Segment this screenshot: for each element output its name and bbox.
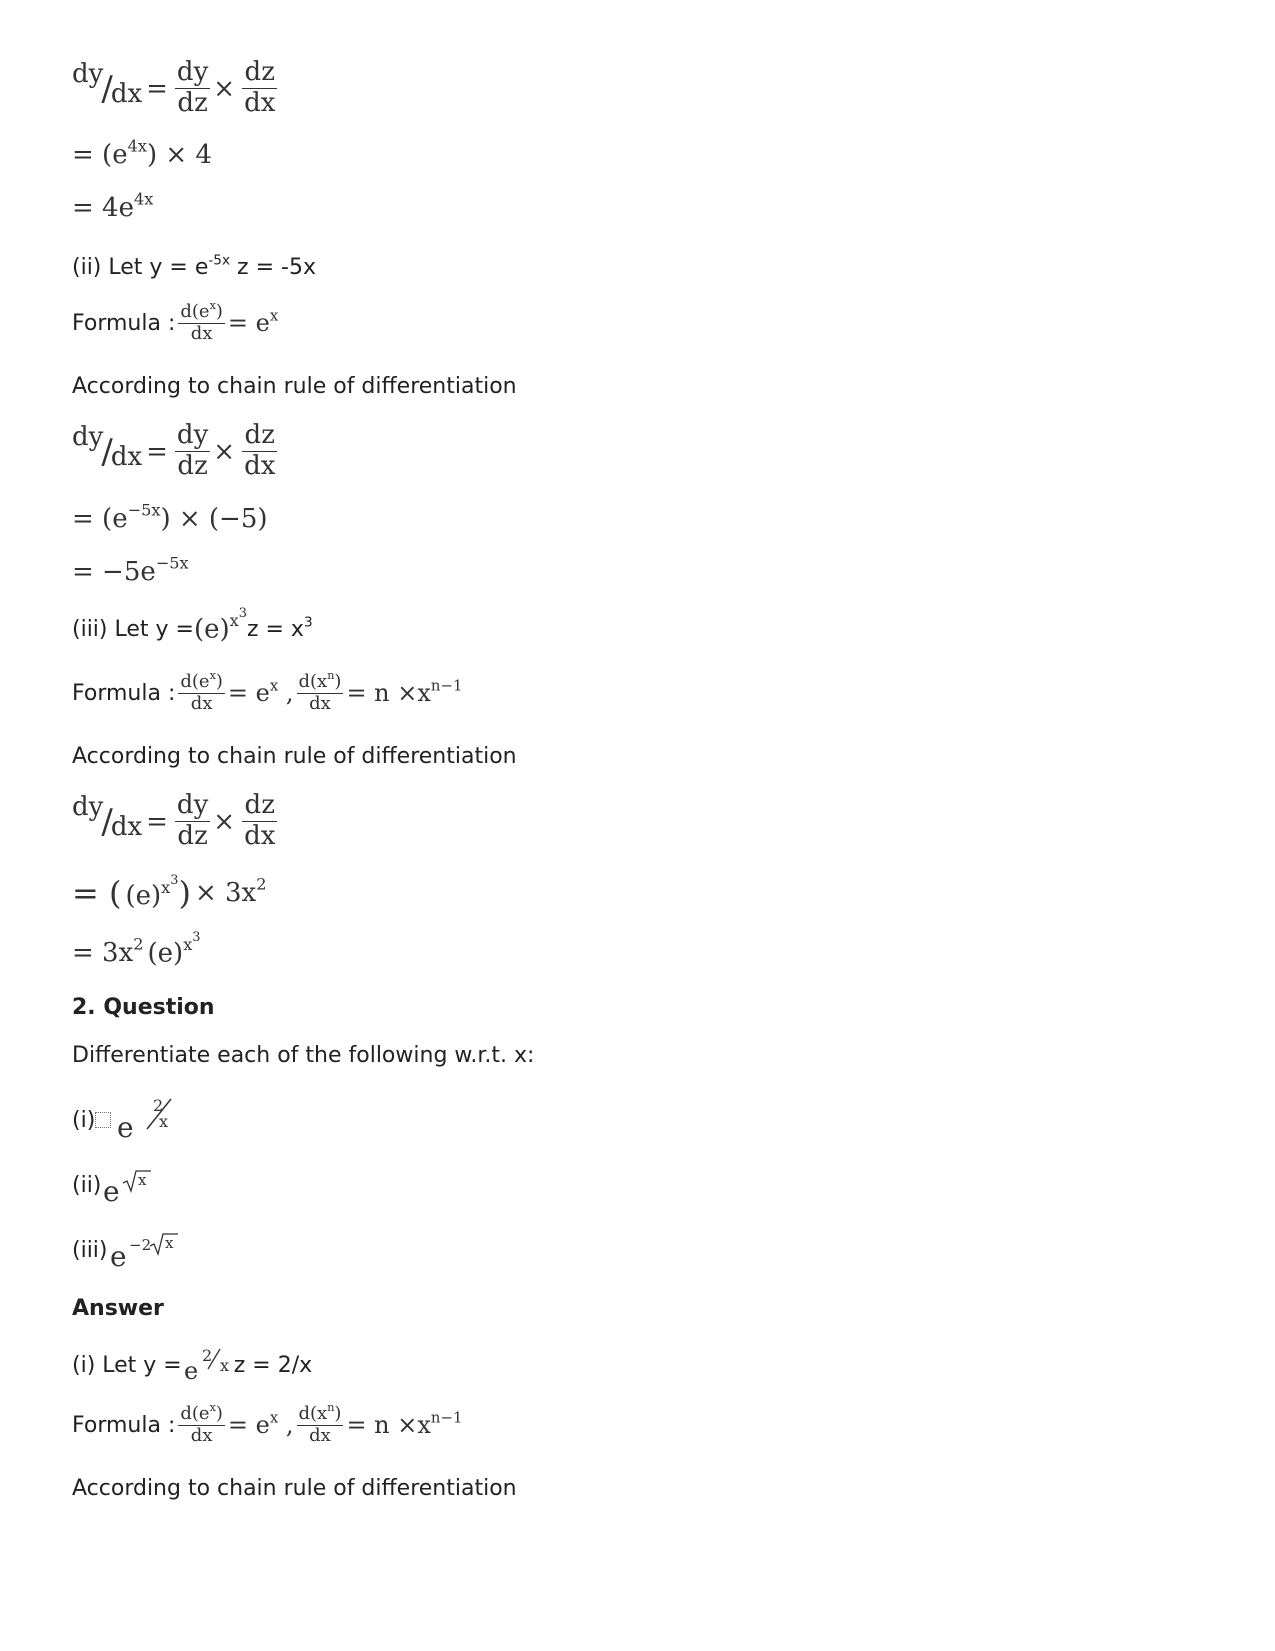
dy-dz-fraction [175, 421, 210, 482]
let-text: z = 2/x [233, 1352, 313, 1378]
chain-rule-equation-3: dy / dx = $\frac{dy}{dz}$ × $\frac{dz}{dx}$ [72, 790, 276, 852]
part-iii-chain-text: According to chain rule of differentiation [72, 744, 517, 769]
exponent: n [327, 1401, 335, 1415]
dz-dx-fraction [242, 58, 277, 119]
svg-text:2: 2 [201, 1346, 212, 1365]
svg-text:x: x [138, 1171, 147, 1189]
let-text: (ii) Let y = e [72, 255, 209, 280]
fraction-numerator: d(x [298, 671, 328, 692]
exponent: x [209, 1401, 216, 1415]
dy-dz-fraction [175, 791, 210, 852]
fraction-denominator: dx [309, 1425, 331, 1447]
svg-text:x: x [219, 1356, 229, 1375]
e-term: (e) [147, 938, 184, 969]
fraction-denominator: dx [244, 821, 276, 852]
fraction-numerator: dy [176, 420, 209, 450]
dy-dx-slash: dy / dx [72, 58, 143, 109]
exponent: x [209, 669, 216, 683]
item-label: (ii) [72, 1172, 102, 1198]
e-term: (e) [125, 881, 162, 911]
fraction-denominator: dz [177, 88, 208, 119]
exponent: x [269, 677, 279, 696]
exponent: x [183, 935, 193, 955]
chain-rule-equation-2: dy / dx = $\frac{dy}{dz}$ × $\frac{dz}{dx}$ [72, 420, 276, 482]
dy-text: dy [72, 791, 104, 822]
formula-fraction-2: $\frac{d(x^n)}{dx}$ [298, 669, 342, 715]
part-ii-let-line [72, 252, 316, 280]
svg-text:e: e [183, 1357, 198, 1385]
exponent: x [269, 307, 279, 326]
exponent: −5x [155, 553, 189, 573]
comma: , [278, 679, 294, 708]
expr-text: × 3x [194, 878, 257, 908]
formula-rhs: = e [227, 309, 270, 338]
item-label: (iii) [72, 1237, 108, 1263]
svg-text:e: e [103, 1175, 120, 1207]
part-ii-result-2 [72, 553, 193, 587]
svg-text:−2: −2 [128, 1236, 151, 1254]
fraction-numerator: d(e [180, 1403, 210, 1424]
dy-text: dy [72, 421, 104, 452]
item-label: (i) [72, 1107, 96, 1133]
dz-dx-fraction [242, 421, 277, 482]
let-text: (iii) Let y = [72, 616, 194, 642]
svg-text:x: x [159, 1112, 169, 1131]
expr-text: = 3x [72, 938, 134, 969]
comma: , [278, 1411, 294, 1440]
formula-fraction-1 [178, 669, 225, 715]
e-to-2-over-x-inline [182, 1345, 234, 1385]
fraction-denominator: dz [177, 821, 208, 852]
dy-dx-slash: dy / dx [72, 791, 143, 842]
formula-rhs: = e [227, 679, 270, 708]
fraction-denominator: dx [190, 323, 213, 345]
expr-text: ) × (−5) [160, 504, 268, 534]
answer-i-chain-text: According to chain rule of differentiation [72, 1476, 517, 1501]
formula-rhs: = n ×x [346, 1411, 431, 1440]
e-to-minus-2-sqrt-x-expression [108, 1228, 188, 1272]
exponent: 4x [127, 136, 147, 156]
exponent: x [209, 299, 216, 313]
exponent: 2 [256, 874, 267, 894]
svg-text:2: 2 [153, 1096, 164, 1115]
fraction-denominator: dz [177, 451, 208, 482]
part-ii-chain-text: According to chain rule of differentiation [72, 374, 517, 399]
e-term: (e) [193, 614, 230, 645]
fraction-denominator: dx [244, 451, 276, 482]
fraction-denominator: dx [190, 1425, 213, 1447]
expr-text: = (e [72, 504, 128, 534]
fraction-numerator: d(e [180, 671, 210, 692]
exponent: 3 [303, 614, 313, 631]
dz-dx-fraction [242, 791, 277, 852]
fraction-numerator: dz [244, 790, 275, 820]
dx-text: dx [110, 78, 143, 109]
fraction-numerator: dz [244, 420, 275, 450]
result-line-2 [72, 189, 157, 223]
fraction-numerator: dz [244, 57, 275, 87]
dx-text: dx [110, 811, 143, 842]
fraction-numerator: ) [215, 301, 223, 322]
let-text: z = -5x [230, 255, 316, 280]
svg-text:e: e [117, 1111, 134, 1144]
dx-text: dx [110, 441, 143, 472]
dy-dz-fraction [175, 58, 210, 119]
formula-label: Formula : [72, 680, 176, 706]
fraction-denominator: dx [309, 693, 331, 715]
fraction-numerator: d(x [298, 1403, 328, 1424]
question-item-ii [72, 1163, 161, 1207]
exponent: n−1 [430, 677, 463, 696]
formula-rhs: = n ×x [346, 679, 431, 708]
svg-text:e: e [109, 1240, 127, 1272]
dy-text: dy [72, 58, 104, 89]
fraction-numerator: ) [215, 1403, 223, 1424]
question-heading: 2. Question [72, 995, 215, 1020]
chain-rule-equation-1: dy / dx = $\frac{dy}{dz}$ × $\frac{dz}{dx}$ [72, 57, 276, 119]
let-text: z = x [246, 616, 304, 642]
result-line-1 [72, 136, 216, 170]
exponent: x [229, 611, 239, 631]
expr-text: = 4e [72, 193, 134, 223]
exponent: 2 [133, 934, 144, 954]
expr-text: ) × 4 [146, 140, 212, 170]
formula-rhs: = e [227, 1411, 270, 1440]
formula-fraction-1 [178, 1401, 225, 1447]
answer-heading: Answer [72, 1296, 164, 1321]
exponent: −5x [127, 500, 161, 520]
part-ii-result-1 [72, 500, 272, 534]
exponent: x [269, 1409, 279, 1428]
fraction-numerator: d(e [180, 301, 210, 322]
expr-text: = −5e [72, 557, 156, 587]
exponent: n−1 [430, 1409, 463, 1428]
expr-text: = ( [72, 874, 122, 912]
part-iii-formula [72, 669, 463, 715]
formula-label: Formula : [72, 1412, 176, 1438]
formula-fraction-2: $\frac{d(x^n)}{dx}$ [298, 1401, 342, 1447]
fraction-numerator: dy [176, 790, 209, 820]
exponent: -5x [208, 252, 231, 269]
e-to-sqrt-x-expression [101, 1163, 161, 1207]
answer-i-formula [72, 1401, 463, 1447]
answer-i-let-line [72, 1345, 312, 1385]
expr-text: = (e [72, 140, 128, 170]
question-item-i [72, 1095, 183, 1145]
part-iii-let-line: (iii) Let y = $(e)^{x^3}$ $z = x^3$ [72, 606, 313, 645]
exponent: n [327, 669, 335, 683]
fraction-denominator: dx [190, 693, 213, 715]
dy-dx-slash: dy / dx [72, 421, 143, 472]
formula-fraction [178, 299, 225, 345]
svg-text:x: x [164, 1234, 173, 1252]
exponent: 4x [133, 189, 154, 209]
fraction-numerator: dy [176, 57, 209, 87]
e-to-2-over-x-expression [113, 1095, 183, 1145]
part-iii-result-2: = $3x^2$ $(e)^{x^3}$ [72, 930, 201, 969]
placeholder-box-icon [95, 1112, 111, 1128]
formula-label: Formula : [72, 310, 176, 336]
fraction-numerator: ) [215, 671, 223, 692]
exponent: x [161, 877, 171, 897]
part-ii-formula [72, 299, 279, 345]
question-item-iii [72, 1228, 188, 1272]
part-iii-result-1: = ( $(e)^{x^3}$) × $3x^2$ [72, 872, 267, 912]
let-text: (i) Let y = [72, 1352, 182, 1378]
question-prompt: Differentiate each of the following w.r.t. x: [72, 1043, 535, 1068]
fraction-denominator: dx [244, 88, 276, 119]
